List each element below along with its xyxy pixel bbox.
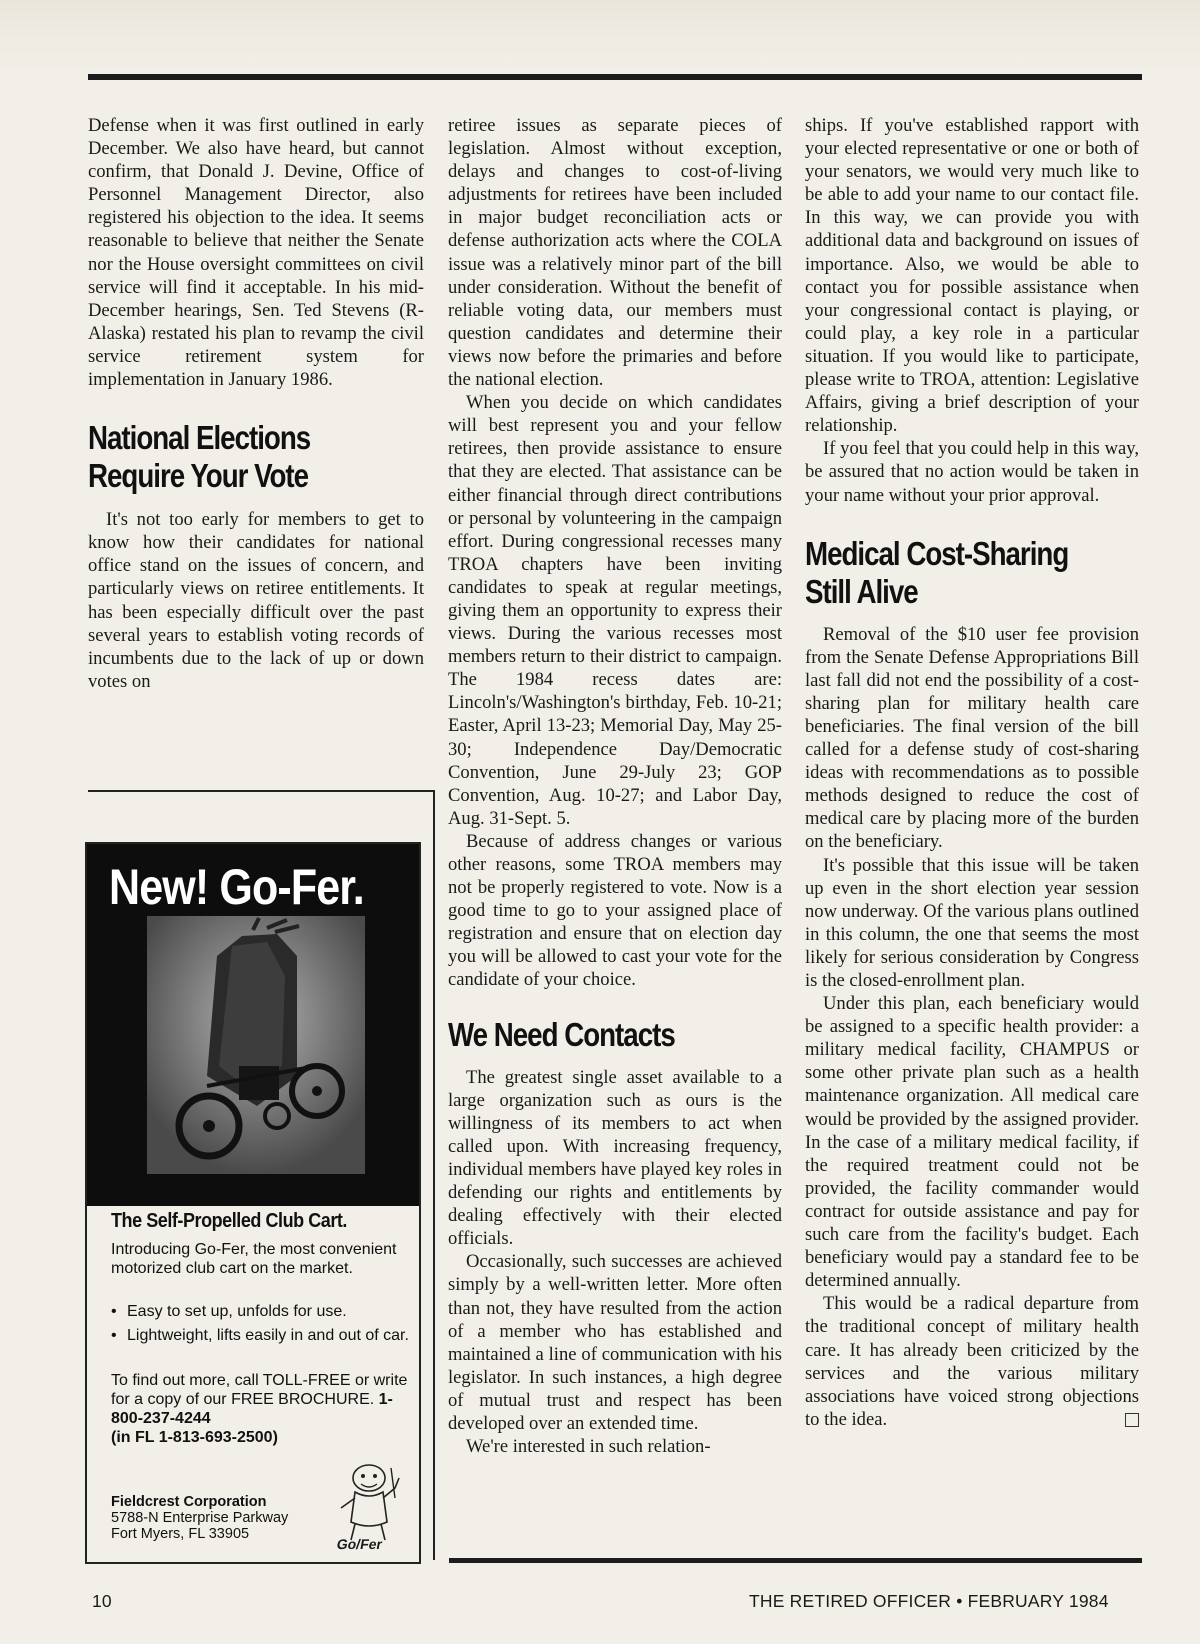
ad-frame-top-rule xyxy=(88,790,434,792)
scan-edge xyxy=(0,0,1200,72)
page-number: 10 xyxy=(92,1591,112,1611)
col3-paragraph-5: Under this plan, each beneficiary would be assigned to a specific health provider: a military medical facility, CHAMPUS or some other private plan such as a health maintenance organization. All medical care would be provided by the assigned provider. In the case of a military medical facility, if the required treatment could not be provided, the facility commander would contract for outside assistance and pay for such care from the facility's budget. Each beneficiary would pay a standard fee to be determined annually. xyxy=(805,993,1139,1292)
ad-bullet: • Lightweight, lifts easily in and out of car. xyxy=(111,1326,411,1345)
bottom-rule xyxy=(449,1558,1142,1563)
col2-paragraph-1: retiree issues as separate pieces of legislation. Almost without exception, delays and changes to cost-of-living adjustments for retirees have been included in major budget reconciliation acts or defense authorization acts where the COLA issue was a relatively minor part of the bill under consideration. Without the benefit of reliable voting data, our members must question candidates and determine their views now before the primaries and before the national election. xyxy=(448,115,782,391)
col2-paragraph-5: Occasionally, such successes are achieved simply by a well-written letter. More often than not, they have resulted from the action of a member who has established and maintained a line of communication with his legislator. In such instances, a high degree of mutual trust and respect has been developed over an extended time. xyxy=(448,1251,782,1434)
ad-company-address: Fieldcrest Corporation 5788-N Enterprise Parkway Fort Myers, FL 33905 xyxy=(111,1494,289,1542)
ad-frame-side-rule xyxy=(433,790,435,1560)
col3-paragraph-4: It's possible that this issue will be taken up even in the short election year session now underway. Of the various plans outlined in this column, the one that seems the most likely for serious consideration by Congress is the closed-enrollment plan. xyxy=(805,854,1139,991)
heading-we-need-contacts: We Need Contacts xyxy=(448,1015,675,1053)
ad-subtitle: The Self-Propelled Club Cart. xyxy=(111,1210,347,1232)
column-3 xyxy=(805,114,1139,1431)
col3-paragraph-1: ships. If you've established rapport with your elected representative or one or both of your senators, we would very much like to be able to add your name to our contact file. In this way, we can provide you with additional data and background on issues of importance. Also, we would be able to contact you for possible assistance when your congressional contact is playing, or could play, a key role in a particular situation. If you would like to participate, please write to TROA, attention: Legislative Affairs, giving a brief description of your relationship. xyxy=(805,115,1139,437)
go-fer-logo-text: Go/Fer xyxy=(335,1536,384,1552)
col3-paragraph-3: Removal of the $10 user fee provision from the Senate Defense Appropriations Bill last fall did not end the possibility of a cost-sharing plan for military health care beneficiaries. The final version of the bill called for a defense study of cost-sharing ideas with recommendations as to possible methods designed to reduce the cost of medical care by placing more of the burden on the beneficiary. xyxy=(805,623,1139,853)
column-1 xyxy=(88,114,424,693)
ad-contact: To find out more, call TOLL-FREE or write for a copy of our FREE BROCHURE. 1-800-237-4244 (in FL 1-813-693-2500) xyxy=(111,1372,408,1446)
col3-paragraph-6: This would be a radical departure from the traditional concept of military health care. It has already been criticized by the services and the various military associations have voiced strong objections to the idea. xyxy=(805,1293,1139,1430)
col3-paragraph-2: If you feel that you could help in this way, be assured that no action would be taken in your name without your prior approval. xyxy=(805,438,1139,506)
go-fer-mascot-logo xyxy=(325,1458,413,1556)
ad-phone-florida: (in FL 1-813-693-2500) xyxy=(111,1429,278,1446)
heading-national-elections: National Elections Require Your Vote xyxy=(88,419,311,495)
col1-paragraph-1: Defense when it was first outlined in early December. We also have heard, but cannot confirm, that Donald J. Devine, Office of Personnel Management Director, also registered his objection to the idea. It seems reasonable to believe that neither the Senate nor the House oversight committees on civil service will find it acceptable. In his mid-December hearings, Sen. Ted Stevens (R-Alaska) restated his plan to revamp the civil service retirement system for implementation in January 1986. xyxy=(88,115,424,391)
ad-black-panel xyxy=(87,844,419,1206)
col2-paragraph-6: We're interested in such relation- xyxy=(466,1436,711,1458)
ad-intro: Introducing Go-Fer, the most convenient motorized club cart on the market. xyxy=(111,1241,397,1277)
ad-bullet: • Easy to set up, unfolds for use. xyxy=(111,1302,411,1321)
ad-title: New! Go-Fer. xyxy=(109,859,364,915)
go-fer-advertisement xyxy=(85,842,421,1564)
ad-phone: 1-800-237-4244 xyxy=(111,1391,393,1427)
end-of-article-box xyxy=(1125,1413,1139,1427)
col2-paragraph-3: Because of address changes or various other reasons, some TROA members may not be properly registered to vote. Now is a good time to go to your assigned place of registration and ensure that on election day you will be allowed to cast your vote for the candidate of your choice. xyxy=(448,830,782,991)
top-rule xyxy=(88,74,1142,80)
col2-paragraph-2: When you decide on which candidates will best represent you and your fellow retirees, then provide assistance to ensure that they are elected. That assistance can be either financial through direct contributions or personal by volunteering in the campaign effort. During congressional recesses many TROA chapters have been inviting candidates to speak at regular meetings, giving them an opportunity to express their views. During the various recesses most members return to their district to campaign. The 1984 recess dates are: Lincoln's/Washington's birthday, Feb. 10-21; Easter, April 13-23; Memorial Day, May 25-30; Independence Day/Democratic Convention, June 29-July 23; GOP Convention, Aug. 10-27; and Labor Day, Aug. 31-Sept. 5. xyxy=(448,392,782,829)
club-cart-photo xyxy=(147,916,365,1174)
column-2 xyxy=(448,114,782,1458)
col2-paragraph-4: The greatest single asset available to a large organization such as ours is the willingness of its members to act when called upon. With increasing frequency, individual members have played key roles in defending our rights and entitlements by dealing effectively with their elected officials. xyxy=(448,1066,782,1250)
heading-medical-cost-sharing: Medical Cost-Sharing Still Alive xyxy=(805,534,1069,610)
publication-footer: THE RETIRED OFFICER • FEBRUARY 1984 xyxy=(749,1591,1109,1611)
col1-paragraph-2: It's not too early for members to get to know how their candidates for national office stand on the issues of concern, and particularly views on retiree entitlements. It has been especially difficult over the past several years to establish voting records of incumbents due to the lack of up or down votes on xyxy=(88,509,424,692)
ad-bullet-list xyxy=(111,1302,411,1350)
